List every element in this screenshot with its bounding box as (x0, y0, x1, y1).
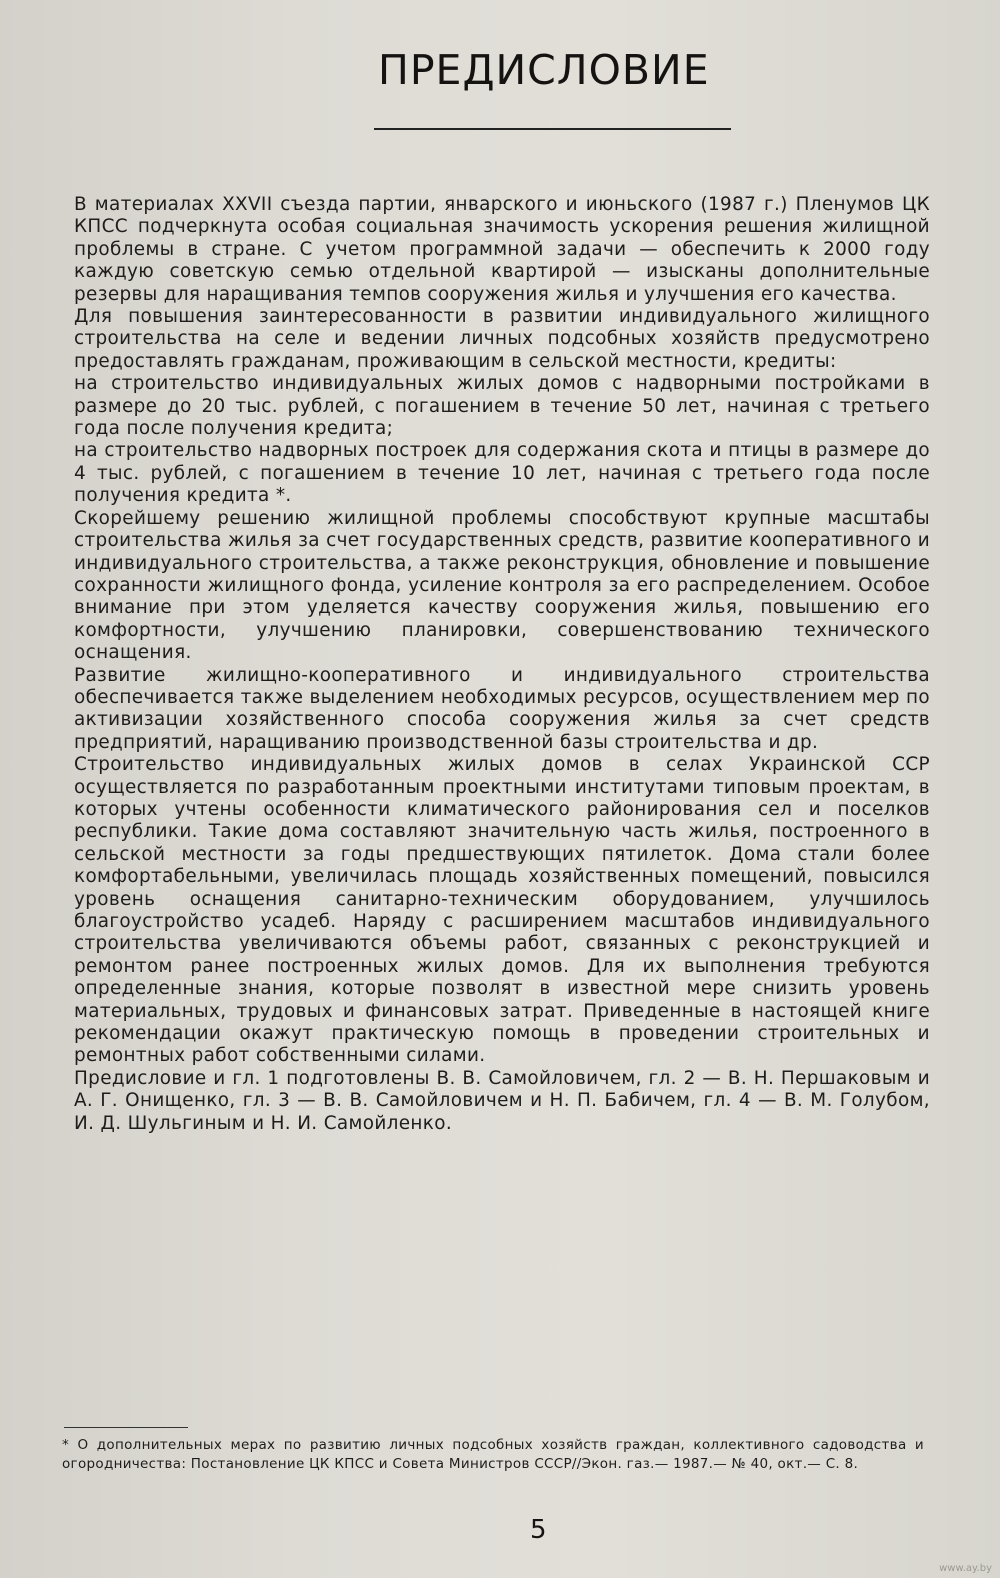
page-number: 5 (530, 1515, 547, 1545)
paragraph-2: Для повышения заинтересованности в развитии индивидуального жилищного строительства на селе и ведении личных подсобных хозяйств предусмотрено предоставлять гражданам, проживающим в сельской местности, кредиты: (74, 306, 930, 372)
body-text (74, 194, 930, 1135)
paragraph-8: Предисловие и гл. 1 подготовлены В. В. Самойловичем, гл. 2 — В. Н. Першаковым и А. Г. Онищенко, гл. 3 — В. В. Самойловичем и Н. П. Бабичем, гл. 4 — В. М. Голубом, И. Д. Шульгиным и Н. И. Самойленко. (74, 1067, 930, 1134)
paragraph-7: Строительство индивидуальных жилых домов в селах Украинской ССР осуществляется по разработанным проектными институтами типовым проектам, в которых учтены особенности климатического районирования сел и поселков республики. Такие дома составляют значительную часть жилья, построенного в сельской местности за годы предшествующих пятилеток. Дома стали более комфортабельными, увеличилась площадь хозяйственных помещений, повысился уровень оснащения санитарно-техническим оборудованием, улучшилось благоустройство усадеб. Наряду с расширением масштабов индивидуального строительства увеличиваются объемы работ, связанных с реконструкцией и ремонтом ранее построенных жилых домов. Для их выполнения требуются определенные знания, которые позволят в известной мере снизить уровень материальных, трудовых и финансовых затрат. Приведенные в настоящей книге рекомендации окажут практическую помощь в проведении строительных и ремонтных работ собственными силами. (74, 754, 930, 1067)
paragraph-3: на строительство индивидуальных жилых домов с надворными постройками в размере до 20 тыс. рублей, с погашением в течение 50 лет, начиная с третьего года после получения кредита; (74, 373, 930, 440)
paragraph-4: на строительство надворных построек для содержания скота и птицы в размере до 4 тыс. рублей, с погашением в течение 10 лет, начиная с третьего года после получения кредита *. (74, 440, 930, 507)
paragraph-5: Скорейшему решению жилищной проблемы способствуют крупные масштабы строительства жилья за счет государственных средств, развитие кооперативного и индивидуального строительства, а также реконструкция, обновление и повышение сохранности жилищного фонда, усиление контроля за его распределением. Особое внимание при этом уделяется качеству сооружения жилья, повышению его комфортности, улучшению планировки, совершенствованию технического оснащения. (74, 507, 930, 664)
paragraph-6: Развитие жилищно-кооперативного и индивидуального строительства обеспечивается также выделением необходимых ресурсов, осуществлением мер по активизации хозяйственного способа сооружения жилья за счет средств предприятий, наращиванию производственной базы строительства и др. (74, 664, 930, 753)
footnote-separator (64, 1427, 188, 1428)
paragraph-1: В материалах XXVII съезда партии, январского и июньского (1987 г.) Пленумов ЦК КПСС подчеркнута особая социальная значимость ускорения решения жилищной проблемы в стране. С учетом программной задачи — обеспечить к 2000 году каждую советскую семью отдельной квартирой — изысканы дополнительные резервы для наращивания темпов сооружения жилья и улучшения его качества. (74, 194, 930, 305)
title-underline (374, 128, 731, 130)
page-title: ПРЕДИСЛОВИЕ (378, 46, 710, 94)
footnote: * О дополнительных мерах по развитию личных подсобных хозяйств граждан, коллективного садоводства и огородничества: Постановление ЦК КПСС и Совета Министров СССР//Экон. газ.— 1987.— № 40, окт.— С. 8. (62, 1437, 924, 1472)
watermark: www.ay.by (939, 1563, 992, 1574)
